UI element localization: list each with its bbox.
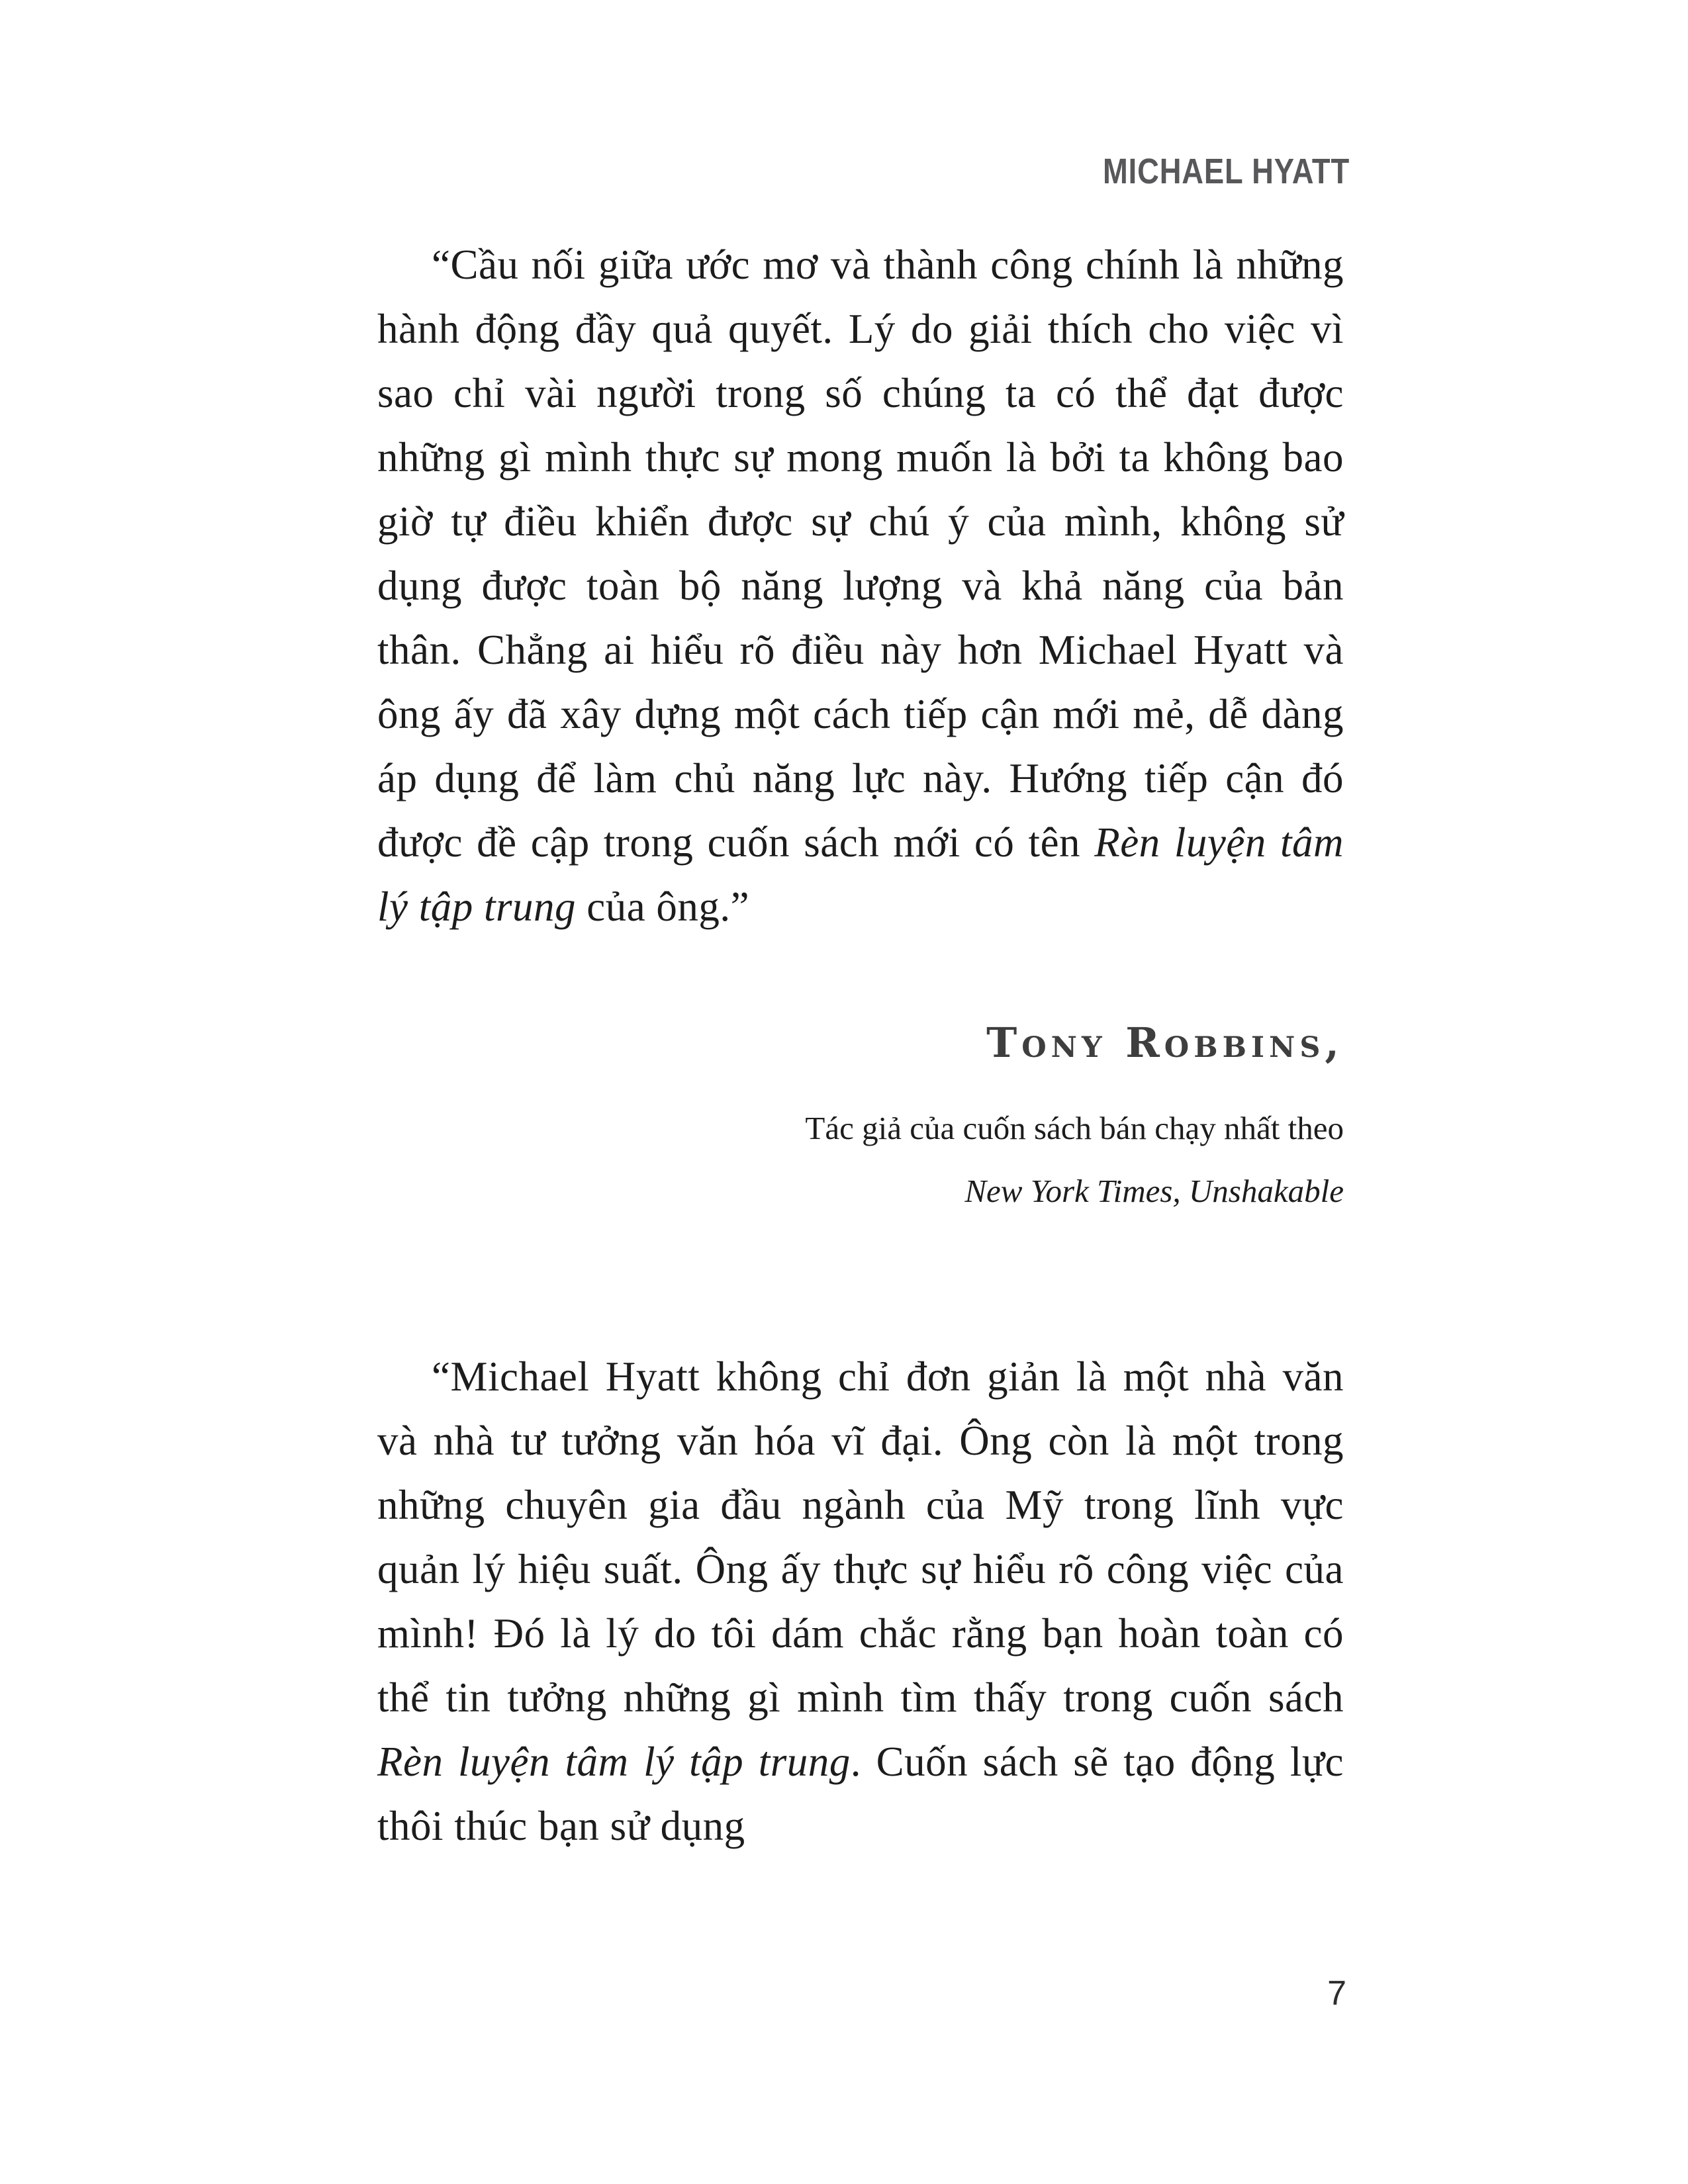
page-number: 7 [1327, 1974, 1346, 2013]
testimonial-quote-1: “Cầu nối giữa ước mơ và thành công chính là những hành động đầy quả quyết. Lý do giải thích cho việc vì sao chỉ vài người trong số chúng ta có thể đạt được những gì mình thực sự mong muốn là bởi ta không bao giờ tự điều khiển được sự chú ý của mình, không sử dụng được toàn bộ năng lượng và khả năng của bản thân. Chẳng ai hiểu rõ điều này hơn Michael Hyatt và ông ấy đã xây dựng một cách tiếp cận mới mẻ, dễ dàng áp dụng để làm chủ năng lực này. Hướng tiếp cận đó được đề cập trong cuốn sách mới có tên Rèn luyện tâm lý tập trung của ông.” [377, 242, 1344, 930]
running-header: MICHAEL HYATT [1103, 152, 1350, 191]
text-block [377, 233, 1344, 1858]
attribution-role: Tác giả của cuốn sách bán chạy nhất theo [805, 1110, 1344, 1146]
attribution-block [377, 1016, 1344, 1222]
attribution-author: Tony Robbins, [986, 1019, 1344, 1067]
attribution-source: New York Times, Unshakable [964, 1173, 1344, 1209]
testimonial-quote-2: “Michael Hyatt không chỉ đơn giản là một nhà văn và nhà tư tưởng văn hóa vĩ đại. Ông còn là một trong những chuyên gia đầu ngành của Mỹ trong lĩnh vực quản lý hiệu suất. Ông ấy thực sự hiểu rõ công việc của mình! Đó là lý do tôi dám chắc rằng bạn hoàn toàn có thể tin tưởng những gì mình tìm thấy trong cuốn sách Rèn luyện tâm lý tập trung. Cuốn sách sẽ tạo động lực thôi thúc bạn sử dụng [377, 1353, 1344, 1849]
